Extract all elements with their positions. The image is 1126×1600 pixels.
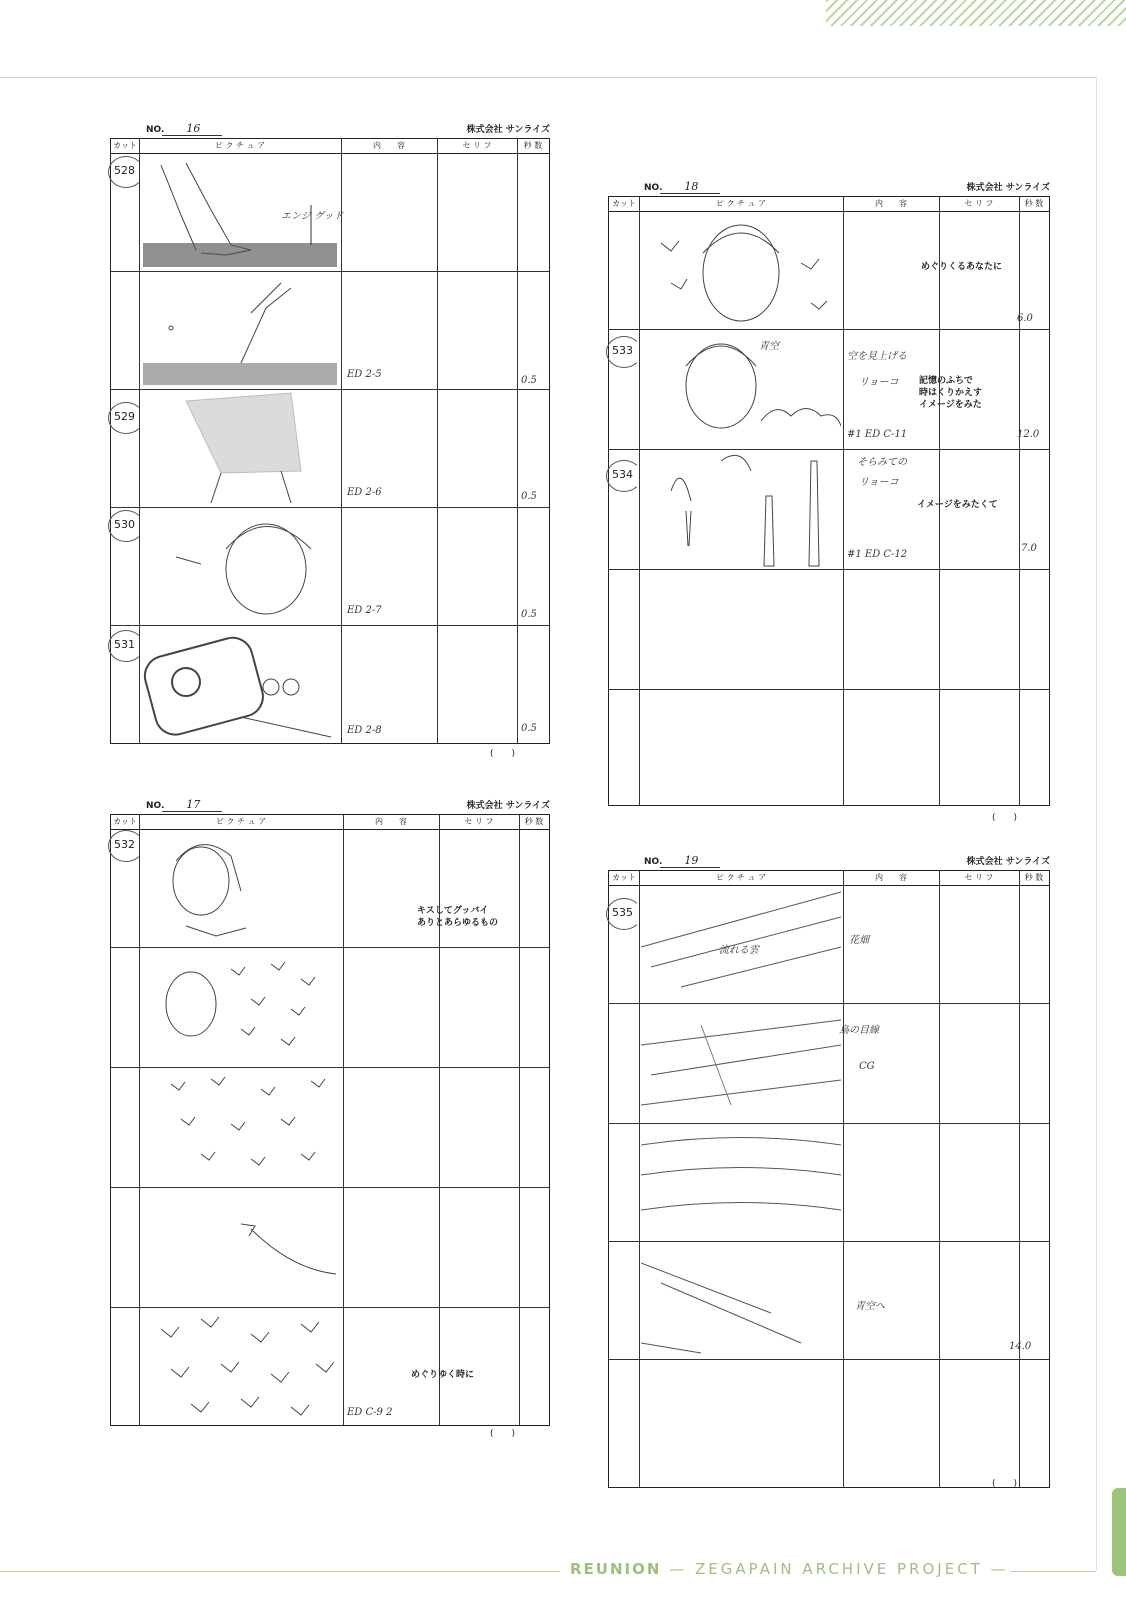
col-cut: カット: [113, 817, 137, 826]
cut-number: 535: [612, 906, 633, 919]
col-picture: ピ ク チ ュ ア: [715, 199, 767, 208]
panel-divider: [111, 1307, 549, 1308]
content-cell: リョーコ: [859, 477, 899, 488]
col-seconds: 秒 数: [523, 141, 543, 150]
no-label: NO.: [146, 125, 165, 135]
panel-divider: [609, 569, 1049, 570]
dialogue-cell: イメージをみたくて: [917, 500, 998, 510]
storyboard-sheet-16: [110, 122, 550, 762]
seconds-cell: 0.5: [521, 609, 537, 620]
sheet-no-value: 16: [186, 122, 201, 135]
seconds-cell: 12.0: [1017, 429, 1040, 440]
content-cell: ED 2-8: [347, 725, 382, 736]
storyboard-sheet-19: [608, 854, 1050, 1506]
panel-divider: [609, 1241, 1049, 1242]
panel-divider: [609, 449, 1049, 450]
header-stripe-decoration: [826, 0, 1126, 26]
sheet-no-value: 18: [684, 180, 699, 193]
sketch-shoe-splash: [141, 273, 339, 387]
footer-brand: REUNION: [570, 1560, 662, 1578]
seconds-cell: 14.0: [1009, 1341, 1032, 1352]
content-cell: そらみての: [857, 457, 907, 468]
storyboard-grid: [608, 196, 1050, 806]
sketch-skirt: [141, 391, 339, 505]
content-cell: 空を見上げる: [847, 351, 907, 362]
page-paren: ( ): [490, 749, 516, 759]
sketch-girl-birds: [141, 949, 341, 1065]
sketch-boy-birds: [641, 213, 841, 327]
sheet-number: [146, 122, 200, 135]
footer-subtitle: ZEGAPAIN ARCHIVE PROJECT: [694, 1560, 983, 1578]
sketch-annotation: エンジ グッド: [281, 211, 344, 222]
pic-label: 流れる雲: [719, 945, 759, 956]
page-paren: ( ): [490, 1429, 516, 1439]
content-cell: ED 2-7: [347, 605, 382, 616]
col-picture: ピ ク チ ュ ア: [214, 141, 266, 150]
col-picture: ピ ク チ ュ ア: [715, 873, 767, 882]
top-rule: [0, 77, 1096, 78]
column-header-row: [111, 815, 549, 830]
col-dialogue: セ リ フ: [964, 873, 994, 882]
content-cell: ED 2-6: [347, 487, 382, 498]
cut-number: 532: [114, 838, 135, 851]
content-cell: CG: [859, 1061, 875, 1072]
sketch-clouds-aerial: [641, 1005, 841, 1121]
footer-title: REUNION — ZEGAPAIN ARCHIVE PROJECT —: [570, 1560, 1009, 1578]
seconds-cell: 0.5: [521, 723, 537, 734]
sheet-number: [146, 798, 200, 811]
company-name: 株式会社 サンライズ: [966, 857, 1050, 867]
panel-divider: [111, 947, 549, 948]
sketch-bird-flock: [141, 1069, 341, 1185]
col-dialogue: セ リ フ: [964, 199, 994, 208]
sketch-sky-streaks: [641, 1243, 841, 1357]
content-cell: リョーコ: [859, 377, 899, 388]
panel-divider: [111, 1187, 549, 1188]
no-label: NO.: [146, 801, 165, 811]
content-cell: 花畑: [849, 935, 869, 946]
col-seconds: 秒 数: [1024, 199, 1044, 208]
sheet-no-value: 17: [186, 798, 201, 811]
seconds-cell: 0.5: [521, 491, 537, 502]
storyboard-grid: [110, 138, 550, 744]
sketch-arrow: [141, 1189, 341, 1305]
col-content: 内 容: [875, 873, 907, 882]
company-name: 株式会社 サンライズ: [466, 801, 550, 811]
panel-divider: [111, 507, 549, 508]
panel-divider: [111, 625, 549, 626]
storyboard-grid: [608, 870, 1050, 1488]
sketch-cloud-layer: [641, 1125, 841, 1239]
column-header-row: [111, 139, 549, 154]
content-cell: #1 ED C-11: [847, 429, 908, 440]
cut-number: 533: [612, 344, 633, 357]
cut-number: 528: [114, 164, 135, 177]
dialogue-cell: 記憶のふちで 時はくりかえす イメージをみた: [919, 376, 983, 410]
cut-number: 530: [114, 518, 135, 531]
cut-number: 534: [612, 468, 633, 481]
dialogue-cell: キスしてグッバイ ありとあらゆるもの: [417, 906, 499, 928]
col-content: 内 容: [375, 817, 407, 826]
no-label: NO.: [644, 183, 663, 193]
pic-label: 青空: [759, 341, 779, 352]
col-seconds: 秒 数: [524, 817, 544, 826]
panel-divider: [609, 689, 1049, 690]
col-seconds: 秒 数: [1024, 873, 1044, 882]
storyboard-sheet-17: [110, 798, 550, 1450]
panel-divider: [111, 1067, 549, 1068]
panel-divider: [111, 389, 549, 390]
storyboard-sheet-18: [608, 180, 1050, 826]
col-cut: カット: [113, 141, 137, 150]
dialogue-cell: めぐりくるあなたに: [921, 262, 1003, 272]
col-dialogue: セ リ フ: [462, 141, 492, 150]
company-name: 株式会社 サンライズ: [966, 183, 1050, 193]
panel-divider: [111, 271, 549, 272]
dialogue-cell: めぐりゆく時に: [411, 1370, 475, 1380]
storyboard-grid: [110, 814, 550, 1426]
cut-number: 529: [114, 410, 135, 423]
col-cut: カット: [612, 873, 636, 882]
right-rule: [1096, 77, 1097, 1570]
col-cut: カット: [612, 199, 636, 208]
sheet-number: [644, 180, 698, 193]
panel-divider: [609, 1359, 1049, 1360]
company-name: 株式会社 サンライズ: [466, 125, 550, 135]
sketch-city-towers: [641, 451, 841, 567]
sheet-number: [644, 854, 698, 867]
seconds-cell: 7.0: [1021, 543, 1037, 554]
content-cell: ED 2-5: [347, 369, 382, 380]
panel-divider: [609, 1123, 1049, 1124]
sheet-no-value: 19: [684, 854, 699, 867]
sketch-boy-sky: [641, 331, 841, 447]
content-cell: 青空へ: [855, 1301, 885, 1312]
content-cell: ED C-9 2: [347, 1407, 393, 1418]
cut-number: 531: [114, 638, 135, 651]
panel-divider: [609, 329, 1049, 330]
no-label: NO.: [644, 857, 663, 867]
col-picture: ピ ク チ ュ ア: [215, 817, 267, 826]
sketch-girl-profile: [141, 831, 341, 945]
col-content: 内 容: [875, 199, 907, 208]
sketch-phone-figures: [141, 627, 339, 741]
seconds-cell: 6.0: [1017, 313, 1033, 324]
seconds-cell: 0.5: [521, 375, 537, 386]
col-content: 内 容: [373, 141, 405, 150]
content-cell: 鳥の目線: [839, 1025, 879, 1036]
page-paren: ( ): [992, 1479, 1018, 1489]
col-dialogue: セ リ フ: [464, 817, 494, 826]
page-paren: ( ): [992, 813, 1018, 823]
content-cell: #1 ED C-12: [847, 549, 908, 560]
sketch-birds-closeup: [141, 1309, 341, 1425]
column-header-row: [609, 871, 1049, 886]
column-header-row: [609, 197, 1049, 212]
panel-divider: [609, 1003, 1049, 1004]
page-footer: [0, 1560, 1126, 1584]
sketch-girl-face: [141, 509, 339, 623]
